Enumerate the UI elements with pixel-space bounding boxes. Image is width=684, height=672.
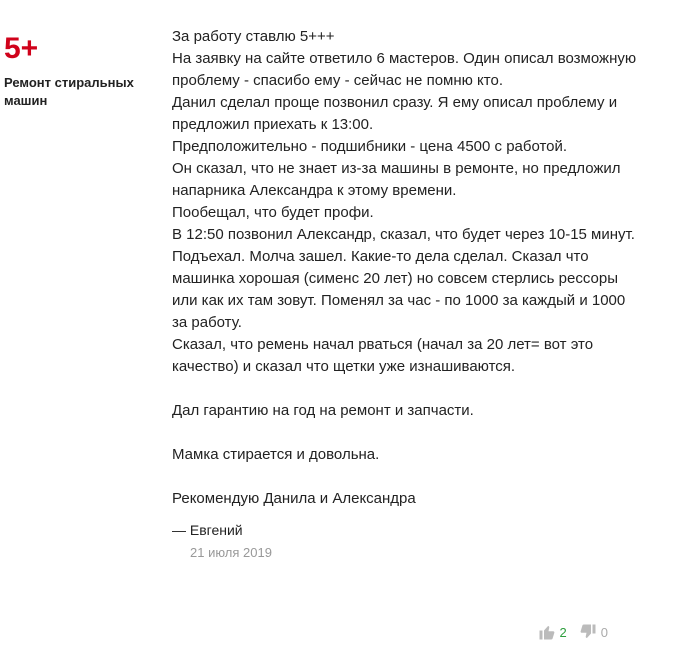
like-count: 2 xyxy=(559,624,567,640)
review-date: 21 июля 2019 xyxy=(190,545,272,560)
review-line: Пообещал, что будет профи. xyxy=(172,204,374,221)
review-line-recommend: Рекомендую Данила и Александра xyxy=(172,490,416,507)
review-line: На заявку на сайте ответило 6 мастеров. Один описал возможную проблему - спасибо ему - сейчас не помню кто. xyxy=(172,50,637,89)
rating-score: 5+ xyxy=(4,32,39,65)
thumbs-up-icon xyxy=(538,623,556,641)
review-line: За работу ставлю 5+++ xyxy=(172,28,335,45)
review-sidebar xyxy=(4,32,154,110)
review-body xyxy=(172,26,642,562)
paragraph-gap xyxy=(172,422,642,444)
review-line: В 12:50 позвонил Александр, сказал, что будет через 10-15 минут. xyxy=(172,226,635,243)
review-line-guarantee: Дал гарантию на год на ремонт и запчасти. xyxy=(172,402,474,419)
review-line: Данил сделал проще позвонил сразу. Я ему описал проблему и предложил приехать к 13:00. xyxy=(172,94,618,133)
paragraph-gap xyxy=(172,378,642,400)
thumbs-down-icon xyxy=(579,623,597,641)
review-line: Предположительно - подшибники - цена 4500 с работой. xyxy=(172,138,568,155)
review-line: Сказал, что ремень начал рваться (начал за 20 лет= вот это качество) и сказал что щетки уже изнашиваются. xyxy=(172,336,594,375)
review-line-satisfied: Мамка стирается и довольна. xyxy=(172,446,380,463)
review-votes xyxy=(538,620,608,644)
dislike-button[interactable] xyxy=(579,623,608,641)
review-line: Он сказал, что не знает из-за машины в ремонте, но предложил напарника Александра к этому времени. xyxy=(172,160,621,199)
review-block-main xyxy=(172,26,642,378)
dislike-count: 0 xyxy=(600,624,608,640)
service-name: Ремонт стиральных машин xyxy=(4,75,134,108)
paragraph-gap xyxy=(172,466,642,488)
like-button[interactable] xyxy=(538,623,579,641)
review-line: Подъехал. Молча зашел. Какие-то дела сделал. Сказал что машинка хорошая (сименс 20 лет) но совсем стерлись рессоры или как их там зовут. Поменял за час - по 1000 за каждый и 1000 за работу. xyxy=(172,248,626,331)
review-author: — Евгений xyxy=(172,522,243,538)
